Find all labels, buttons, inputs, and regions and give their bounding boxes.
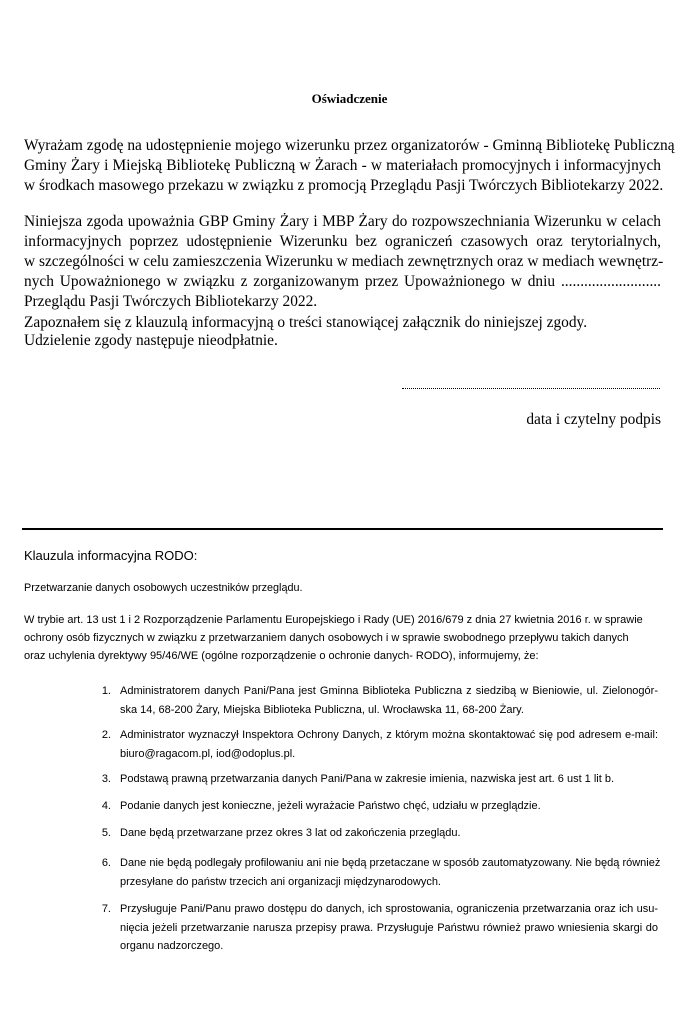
authorization-line: informacyjnych poprzez udostępnienie Wizerunku bez ograniczeń czasowych oraz terytorialnych, (24, 233, 661, 250)
list-item-line: Dane nie będą podlegały profilowaniu ani nie będą przetaczane w sposób zautomatyzowany. Nie będą również (120, 857, 661, 869)
list-item-number: 2. (101, 729, 111, 741)
consent-line: Gminy Żary i Miejską Bibliotekę Publiczną w Żarach - w materiałach promocyjnych i informacyjnych (24, 157, 661, 174)
rodo-title: Klauzula informacyjna RODO: (24, 548, 198, 563)
list-item-line: przesyłane do państw trzecich ani organizacji międzynarodowych. (120, 875, 441, 888)
free-of-charge-note: Udzielenie zgody następuje nieodpłatnie. (24, 332, 278, 349)
list-item-line: Podanie danych jest konieczne, jeżeli wyrażacie Państwo chęć, udziału w przeglądzie. (120, 800, 541, 812)
list-item-line: ska 14, 68-200 Żary, Miejska Biblioteka Publiczna, ul. Wrocławska 11, 68-200 Żary. (120, 703, 524, 716)
list-item-number: 6. (101, 857, 111, 869)
signature-dotted-line (402, 378, 660, 389)
list-item-line: Administrator wyznaczył Inspektora Ochrony Danych, z którym można skontaktować się pod adresem e-mail: (120, 729, 658, 741)
rodo-intro-line: oraz uchylenia dyrektywy 95/46/WE (ogólne rozporządzenie o ochronie danych- RODO), informujemy, że: (24, 650, 539, 662)
list-item-line: Dane będą przetwarzane przez okres 3 lat od zakończenia przeglądu. (120, 827, 461, 839)
authorization-line: Przeglądu Pasji Twórczych Bibliotekarzy 2022. (24, 293, 318, 310)
list-item-number: 3. (101, 773, 111, 785)
signature-label: data i czytelny podpis (526, 411, 661, 428)
list-item-line: Podstawą prawną przetwarzania danych Pani/Pana w zakresie imienia, nazwiska jest art. 6 ust 1 lit b. (120, 773, 615, 785)
rodo-intro-line: W trybie art. 13 ust 1 i 2 Rozporządzenie Parlamentu Europejskiego i Rady (UE) 2016/679 z dnia 27 kwietnia 2016 r. w sprawie (24, 614, 643, 626)
list-item-line: Administratorem danych Pani/Pana jest Gminna Biblioteka Publiczna z siedzibą w Bieniowie, ul. Zielonogór- (120, 685, 658, 697)
list-item-line: Przysługuje Pani/Panu prawo dostępu do danych, ich sprostowania, ograniczenia przetwarzania oraz ich usu- (120, 903, 658, 915)
list-item-number: 1. (101, 685, 111, 697)
authorization-paragraph (24, 212, 664, 312)
consent-paragraph (24, 136, 675, 196)
consent-line: Wyrażam zgodę na udostępnienie mojego wizerunku przez organizatorów - Gminną Bibliotekę Publiczną (24, 137, 675, 154)
section-divider (22, 528, 663, 530)
list-item-number: 4. (101, 800, 111, 812)
list-item-line: biuro@ragacom.pl, iod@odoplus.pl. (120, 747, 296, 760)
declaration-title: Oświadczenie (311, 91, 388, 106)
list-item-number: 7. (101, 903, 111, 915)
list-item-line: organu nadzorczego. (120, 940, 224, 952)
rodo-intro-line: ochrony osób fizycznych w związku z przetwarzaniem danych osobowych i w sprawie swobodnego przepływu takich danych (24, 632, 629, 644)
consent-line: w środkach masowego przekazu w związku z promocją Przeglądu Pasji Twórczych Bibliotekarzy 2022. (24, 177, 664, 194)
authorization-line: Niniejsza zgoda upoważnia GBP Gminy Żary i MBP Żary do rozpowszechniania Wizerunku w celach (24, 213, 661, 230)
rodo-intro (24, 611, 661, 665)
clause-acknowledgement: Zapoznałem się z klauzulą informacyjną o treści stanowiącej załącznik do niniejszej zgody. (24, 314, 588, 331)
authorization-line: nych Upoważnionego w związku z zorganizowanym przez Upoważnionego w dniu .......................... (24, 273, 661, 290)
list-item-number: 5. (101, 827, 111, 839)
authorization-line: w szczególności w celu zamieszczenia Wizerunku w mediach zewnętrznych oraz w mediach wewnętrz- (24, 253, 664, 270)
list-item-line: nięcia jeżeli przetwarzanie narusza przepisy prawa. Przysługuje Państwu również prawo wniesienia skargi do (120, 921, 658, 934)
rodo-subtitle: Przetwarzanie danych osobowych uczestników przeglądu. (24, 582, 303, 594)
